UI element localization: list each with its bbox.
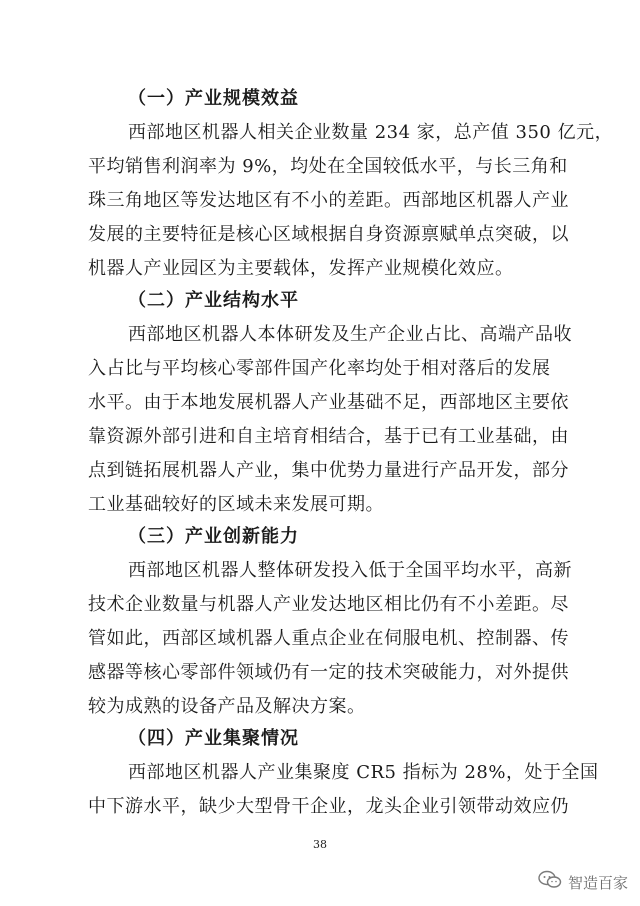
paragraph-line: 西部地区机器人本体研发及生产企业占比、高端产品收 — [128, 324, 572, 345]
paragraph-line: 技术企业数量与机器人产业发达地区相比仍有不小差距。尽 — [88, 594, 569, 615]
section-heading-4: （四）产业集聚情况 — [128, 728, 299, 749]
paragraph-line: 工业基础较好的区域未来发展可期。 — [88, 494, 384, 515]
watermark — [538, 870, 628, 894]
paragraph-line: 平均销售利润率为 9%，均处在全国较低水平，与长三角和 — [88, 156, 568, 177]
paragraph-line: 珠三角地区等发达地区有不小的差距。西部地区机器人产业 — [88, 190, 569, 211]
paragraph-line: 水平。由于本地发展机器人产业基础不足，西部地区主要依 — [88, 392, 569, 413]
paragraph-line: 发展的主要特征是核心区域根据自身资源禀赋单点突破，以 — [88, 224, 569, 245]
paragraph-line: 点到链拓展机器人产业，集中优势力量进行产品开发，部分 — [88, 460, 569, 481]
paragraph-line: 西部地区机器人相关企业数量 234 家，总产值 350 亿元， — [128, 122, 614, 143]
paragraph-line: 机器人产业园区为主要载体，发挥产业规模化效应。 — [88, 258, 514, 279]
paragraph-line: 西部地区机器人整体研发投入低于全国平均水平，高新 — [128, 560, 572, 581]
paragraph-line: 管如此，西部区域机器人重点企业在伺服电机、控制器、传 — [88, 628, 569, 649]
wechat-icon — [538, 870, 562, 894]
section-heading-1: （一）产业规模效益 — [128, 88, 299, 109]
paragraph-line: 中下游水平，缺少大型骨干企业，龙头企业引领带动效应仍 — [88, 796, 569, 817]
paragraph-line: 感器等核心零部件领域仍有一定的技术突破能力，对外提供 — [88, 662, 569, 683]
section-heading-2: （二）产业结构水平 — [128, 290, 299, 311]
section-heading-3: （三）产业创新能力 — [128, 526, 299, 547]
paragraph-line: 靠资源外部引进和自主培育相结合，基于已有工业基础，由 — [88, 426, 569, 447]
paragraph-line: 入占比与平均核心零部件国产化率均处于相对落后的发展 — [88, 358, 551, 379]
page-number: 38 — [313, 838, 327, 851]
paragraph-line: 西部地区机器人产业集聚度 CR5 指标为 28%，处于全国 — [128, 762, 599, 783]
paragraph-line: 较为成熟的设备产品及解决方案。 — [88, 696, 366, 717]
watermark-text: 智造百家 — [567, 873, 628, 892]
